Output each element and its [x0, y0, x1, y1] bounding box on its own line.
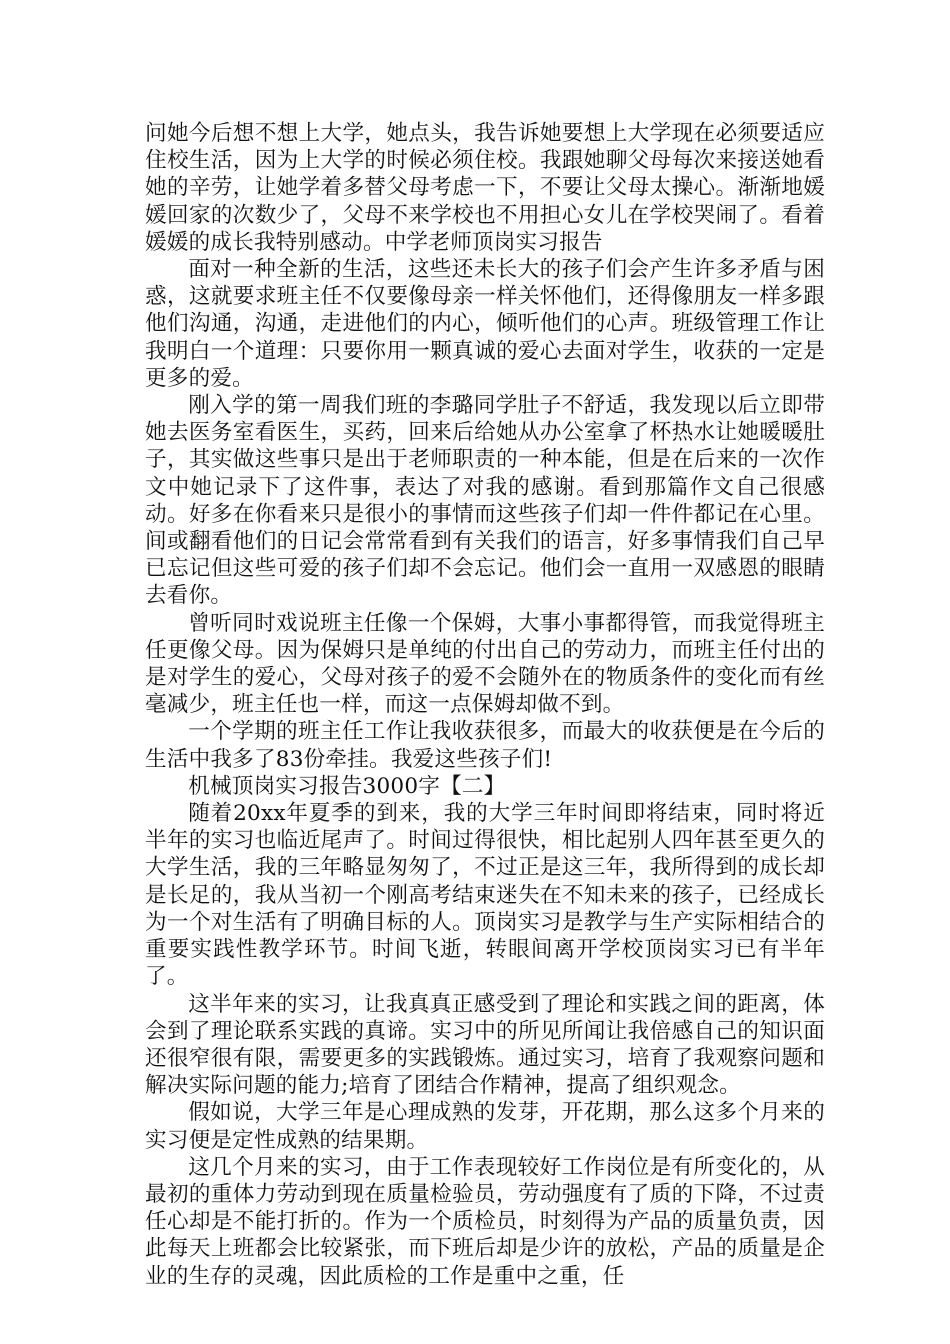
paragraph-2: 面对一种全新的生活，这些还未长大的孩子们会产生许多矛盾与困惑，这就要求班主任不仅要像母亲一样关怀他们，还得像朋友一样多跟他们沟通，沟通，走进他们的内心，倾听他们的心声。班级管理工作让我明白一个道理：只要你用一颗真诚的爱心去面对学生，收获的一定是更多的爱。 — [145, 257, 825, 391]
section-heading: 机械顶岗实习报告3000字【二】 — [188, 773, 506, 799]
paragraph-3: 刚入学的第一周我们班的李璐同学肚子不舒适，我发现以后立即带她去医务室看医生，买药，回来后给她从办公室拿了杯热水让她暖暖肚子，其实做这些事只是出于老师职责的一种本能，但是在后来的一次作文中她记录下了这件事，表达了对我的感谢。看到那篇作文自己很感动。好多在你看来只是很小的事情而这些孩子们却一件件都记在心里。间或翻看他们的日记会常常看到有关我们的语言，好多事情我们自己早已忘记但这些可爱的孩子们却不会忘记。他们会一直用一双感恩的眼睛去看你。 — [145, 393, 825, 609]
paragraph-1: 问她今后想不想上大学，她点头，我告诉她要想上大学现在必须要适应住校生活，因为上大学的时候必须住校。我跟她聊父母每次来接送她看她的辛劳，让她学着多替父母考虑一下，不要让父母太操心。渐渐地媛媛回家的次数少了，父母不来学校也不用担心女儿在学校哭闹了。看着媛媛的成长我特别感动。中学老师顶岗实习报告 — [145, 121, 825, 255]
paragraph-4: 曾听同时戏说班主任像一个保姆，大事小事都得管，而我觉得班主任更像父母。因为保姆只是单纯的付出自己的劳动力，而班主任付出的是对学生的爱心，父母对孩子的爱不会随外在的物质条件的变化而有丝毫减少，班主任也一样，而这一点保姆却做不到。 — [145, 610, 825, 718]
paragraph-9: 这几个月来的实习，由于工作表现较好工作岗位是有所变化的，从最初的重体力劳动到现在质量检验员，劳动强度有了质的下降，不过责任心却是不能打折的。作为一个质检员，时刻得为产品的质量负责，因此每天上班都会比较紧张，而下班后却是少许的放松，产品的质量是企业的生存的灵魂，因此质检的工作是重中之重，任 — [145, 1154, 825, 1289]
paragraph-5: 一个学期的班主任工作让我收获很多，而最大的收获便是在今后的生活中我多了83份牵挂。我爱这些孩子们! — [145, 719, 825, 772]
paragraph-6: 随着20xx年夏季的到来，我的大学三年时间即将结束，同时将近半年的实习也临近尾声了。时间过得很快，相比起别人四年甚至更久的大学生活，我的三年略显匆匆了，不过正是这三年，我所得到的成长却是长足的，我从当初一个刚高考结束迷失在不知未来的孩子，已经成长为一个对生活有了明确目标的人。顶岗实习是教学与生产实际相结合的重要实践性教学环节。时间飞逝，转眼间离开学校顶岗实习已有半年了。 — [145, 801, 825, 990]
paragraph-8: 假如说，大学三年是心理成熟的发芽，开花期，那么这多个月来的实习便是定性成熟的结果期。 — [145, 1100, 825, 1153]
paragraph-7: 这半年来的实习，让我真真正感受到了理论和实践之间的距离，体会到了理论联系实践的真谛。实习中的所见所闻让我倍感自己的知识面还很窄很有限，需要更多的实践锻炼。通过实习，培育了我观察问题和解决实际问题的能力;培育了团结合作精神，提高了组织观念。 — [145, 991, 825, 1099]
document-page — [145, 120, 825, 1290]
